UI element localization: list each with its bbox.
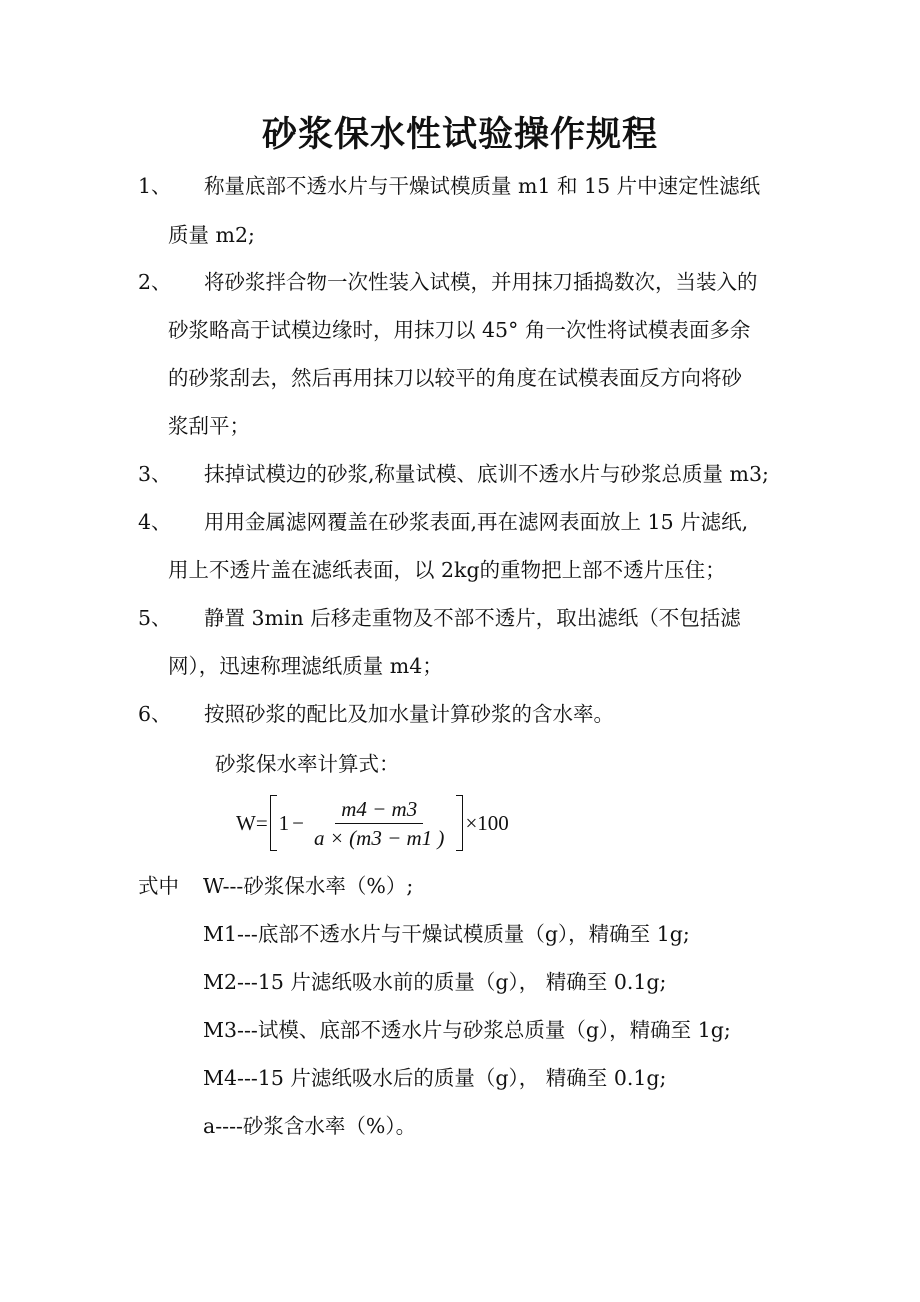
- step-text-line: 质量 m2;: [168, 223, 255, 247]
- step-text-line: 的砂浆刮去，然后再用抹刀以较平的角度在试模表面反方向将砂: [168, 366, 742, 390]
- step-number: 5、: [138, 606, 172, 630]
- left-bracket-icon: [270, 795, 277, 851]
- document-title: 砂浆保水性试验操作规程: [261, 115, 658, 155]
- step-text-line: 浆刮平；: [168, 414, 250, 438]
- formula-one: 1: [278, 810, 290, 835]
- step-text-line: 称量底部不透水片与干燥试模质量 m1 和 15 片中速定性滤纸: [204, 174, 761, 198]
- definition-item: M3---试模、底部不透水片与砂浆总质量（g），精确至 1g;: [203, 1018, 731, 1042]
- definition-item: W---砂浆保水率（%）;: [203, 874, 414, 898]
- definition-item: a----砂浆含水率（%）。: [203, 1114, 417, 1138]
- step-text-line: 砂浆略高于试模边缘时，用抹刀以 45° 角一次性将试模表面多余: [168, 318, 751, 342]
- step-number: 3、: [138, 462, 172, 486]
- step-text-line: 静置 3min 后移走重物及不部不透片，取出滤纸（不包括滤: [204, 606, 741, 630]
- definition-item: M2---15 片滤纸吸水前的质量（g）， 精确至 0.1g;: [203, 970, 667, 994]
- definition-item: M1---底部不透水片与干燥试模质量（g），精确至 1g;: [203, 922, 690, 946]
- step-text-line: 用上不透片盖在滤纸表面，以 2kg的重物把上部不透片压住；: [168, 558, 726, 582]
- step-text-line: 按照砂浆的配比及加水量计算砂浆的含水率。: [204, 702, 614, 726]
- step-number: 4、: [138, 510, 172, 534]
- step-number: 2、: [138, 270, 172, 294]
- water-retention-formula: [236, 795, 509, 851]
- formula-denominator: a × (m3 − m1 ): [314, 825, 445, 850]
- step-number: 6、: [138, 702, 172, 726]
- formula-label: 砂浆保水率计算式：: [215, 752, 400, 776]
- formula-times-100: ×100: [465, 810, 509, 835]
- definition-item: M4---15 片滤纸吸水后的质量（g）， 精确至 0.1g;: [203, 1066, 667, 1090]
- step-text-line: 将砂浆拌合物一次性装入试模，并用抹刀插捣数次，当装入的: [204, 270, 758, 294]
- step-text-line: 抹掉试模边的砂浆,称量试模、底训不透水片与砂浆总质量 m3;: [204, 462, 769, 486]
- formula-minus: −: [292, 810, 305, 835]
- step-number: 1、: [138, 174, 172, 198]
- formula-lhs: W=: [236, 810, 268, 835]
- formula-fraction: [308, 797, 450, 850]
- where-label: 式中: [138, 874, 179, 898]
- formula-numerator: m4 − m3: [335, 797, 423, 824]
- step-text-line: 用用金属滤网覆盖在砂浆表面,再在滤网表面放上 15 片滤纸,: [204, 510, 749, 534]
- step-text-line: 网），迅速称理滤纸质量 m4；: [168, 654, 443, 678]
- right-bracket-icon: [456, 795, 463, 851]
